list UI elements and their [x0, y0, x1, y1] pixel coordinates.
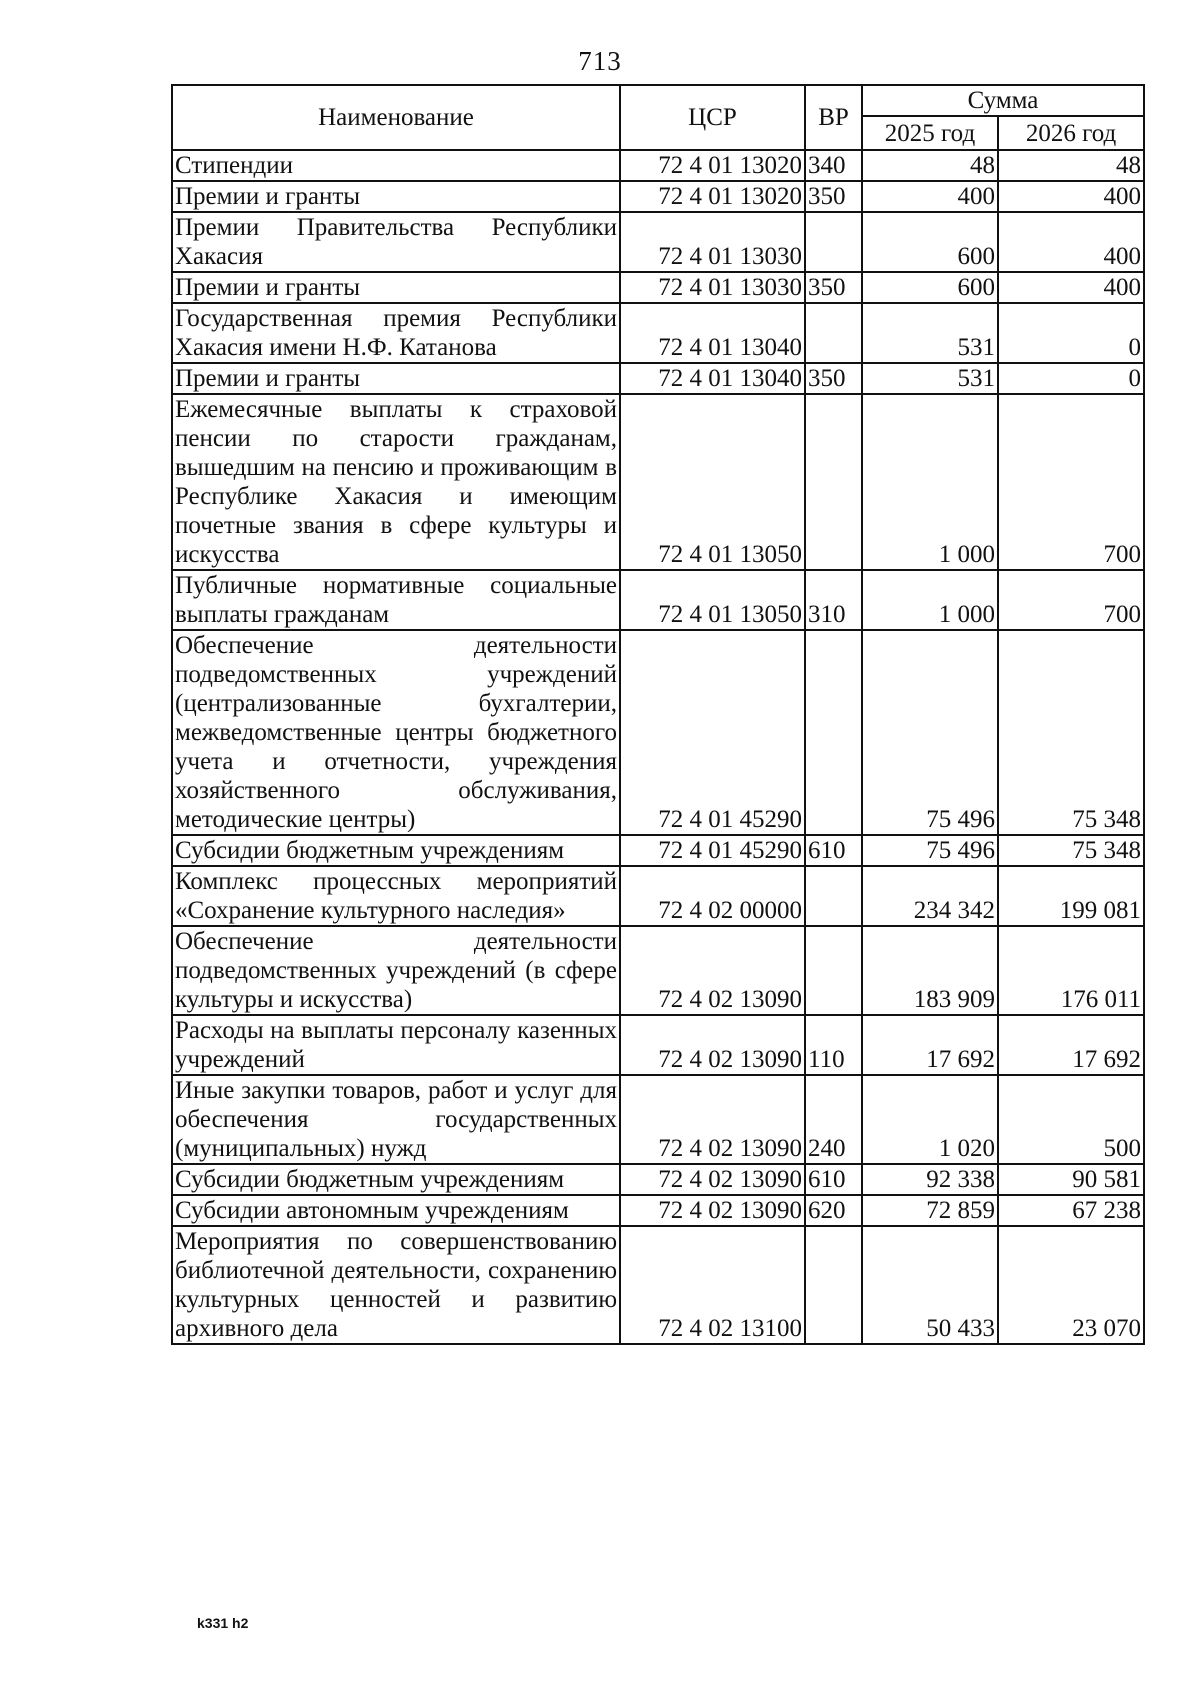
row-value-2026: 176 011 — [998, 926, 1144, 1015]
row-csr: 72 4 02 13090 — [620, 1015, 805, 1075]
row-csr: 72 4 01 13020 — [620, 181, 805, 212]
row-value-2026: 400 — [998, 181, 1144, 212]
row-name: Премии и гранты — [172, 272, 620, 303]
row-vr — [805, 866, 862, 926]
header-year-2026: 2026 год — [998, 116, 1144, 150]
row-vr — [805, 630, 862, 835]
header-name: Наименование — [172, 85, 620, 150]
row-vr: 620 — [805, 1195, 862, 1226]
row-value-2026: 67 238 — [998, 1195, 1144, 1226]
row-name: Обеспечение деятельности подведомственных учреждений (централизованные бухгалтерии, межведомственные центры бюджетного учета и отчетности, учреждения хозяйственного обслуживания, методические центры) — [172, 630, 620, 835]
row-csr: 72 4 01 13030 — [620, 272, 805, 303]
table-row — [172, 394, 1144, 570]
row-vr — [805, 303, 862, 363]
header-csr: ЦСР — [620, 85, 805, 150]
row-name: Субсидии бюджетным учреждениям — [172, 1164, 620, 1195]
row-value-2025: 531 — [862, 363, 998, 394]
row-value-2025: 50 433 — [862, 1226, 998, 1344]
row-vr: 350 — [805, 272, 862, 303]
row-value-2025: 75 496 — [862, 835, 998, 866]
row-vr: 610 — [805, 835, 862, 866]
table-row — [172, 570, 1144, 630]
row-vr: 340 — [805, 150, 862, 181]
row-csr: 72 4 01 13020 — [620, 150, 805, 181]
row-value-2025: 17 692 — [862, 1015, 998, 1075]
row-value-2025: 75 496 — [862, 630, 998, 835]
row-value-2025: 600 — [862, 212, 998, 272]
row-vr: 240 — [805, 1075, 862, 1164]
row-csr: 72 4 01 13040 — [620, 303, 805, 363]
table-row — [172, 212, 1144, 272]
row-value-2025: 92 338 — [862, 1164, 998, 1195]
table-row — [172, 272, 1144, 303]
row-value-2025: 1 000 — [862, 570, 998, 630]
table-row — [172, 866, 1144, 926]
header-vr: ВР — [805, 85, 862, 150]
row-csr: 72 4 02 00000 — [620, 866, 805, 926]
row-vr: 110 — [805, 1015, 862, 1075]
table-row — [172, 835, 1144, 866]
table-row — [172, 150, 1144, 181]
row-name: Расходы на выплаты персоналу казенных учреждений — [172, 1015, 620, 1075]
row-value-2025: 1 000 — [862, 394, 998, 570]
row-name: Государственная премия Республики Хакасия имени Н.Ф. Катанова — [172, 303, 620, 363]
header-sum: Сумма — [862, 85, 1144, 116]
row-csr: 72 4 01 13040 — [620, 363, 805, 394]
row-name: Публичные нормативные социальные выплаты гражданам — [172, 570, 620, 630]
table-body — [172, 150, 1144, 1344]
row-value-2026: 0 — [998, 303, 1144, 363]
row-csr: 72 4 01 45290 — [620, 630, 805, 835]
row-value-2026: 500 — [998, 1075, 1144, 1164]
row-value-2026: 75 348 — [998, 835, 1144, 866]
row-csr: 72 4 01 13050 — [620, 394, 805, 570]
row-csr: 72 4 02 13090 — [620, 926, 805, 1015]
row-name: Субсидии автономным учреждениям — [172, 1195, 620, 1226]
table-row — [172, 181, 1144, 212]
row-csr: 72 4 01 13050 — [620, 570, 805, 630]
row-vr: 610 — [805, 1164, 862, 1195]
row-value-2026: 700 — [998, 394, 1144, 570]
row-name: Комплекс процессных мероприятий «Сохранение культурного наследия» — [172, 866, 620, 926]
row-name: Премии и гранты — [172, 181, 620, 212]
row-value-2026: 17 692 — [998, 1015, 1144, 1075]
row-name: Стипендии — [172, 150, 620, 181]
table-row — [172, 1015, 1144, 1075]
row-vr: 310 — [805, 570, 862, 630]
row-vr — [805, 394, 862, 570]
row-value-2026: 23 070 — [998, 1226, 1144, 1344]
table-row — [172, 926, 1144, 1015]
header-year-2025: 2025 год — [862, 116, 998, 150]
row-vr — [805, 926, 862, 1015]
row-value-2025: 400 — [862, 181, 998, 212]
footer-code: k331 h2 — [197, 1615, 249, 1631]
row-name: Премии Правительства Республики Хакасия — [172, 212, 620, 272]
row-value-2025: 1 020 — [862, 1075, 998, 1164]
row-vr — [805, 212, 862, 272]
row-name: Ежемесячные выплаты к страховой пенсии по старости гражданам, вышедшим на пенсию и проживающим в Республике Хакасия и имеющим почетные звания в сфере культуры и искусства — [172, 394, 620, 570]
budget-table — [171, 84, 1145, 1345]
row-csr: 72 4 02 13090 — [620, 1075, 805, 1164]
row-value-2026: 48 — [998, 150, 1144, 181]
row-value-2025: 531 — [862, 303, 998, 363]
row-vr: 350 — [805, 181, 862, 212]
row-csr: 72 4 01 13030 — [620, 212, 805, 272]
table-row — [172, 1226, 1144, 1344]
row-vr: 350 — [805, 363, 862, 394]
row-name: Обеспечение деятельности подведомственных учреждений (в сфере культуры и искусства) — [172, 926, 620, 1015]
row-value-2026: 400 — [998, 272, 1144, 303]
page-number: 713 — [578, 46, 622, 76]
table-row — [172, 1195, 1144, 1226]
row-name: Премии и гранты — [172, 363, 620, 394]
row-value-2026: 0 — [998, 363, 1144, 394]
table-row — [172, 363, 1144, 394]
row-value-2025: 72 859 — [862, 1195, 998, 1226]
row-name: Иные закупки товаров, работ и услуг для обеспечения государственных (муниципальных) нужд — [172, 1075, 620, 1164]
row-vr — [805, 1226, 862, 1344]
row-value-2025: 48 — [862, 150, 998, 181]
row-name: Субсидии бюджетным учреждениям — [172, 835, 620, 866]
row-name: Мероприятия по совершенствованию библиотечной деятельности, сохранению культурных ценностей и развитию архивного дела — [172, 1226, 620, 1344]
row-csr: 72 4 02 13100 — [620, 1226, 805, 1344]
row-csr: 72 4 02 13090 — [620, 1164, 805, 1195]
row-value-2025: 600 — [862, 272, 998, 303]
table-row — [172, 1075, 1144, 1164]
row-csr: 72 4 01 45290 — [620, 835, 805, 866]
row-value-2025: 183 909 — [862, 926, 998, 1015]
table-row — [172, 1164, 1144, 1195]
row-value-2026: 75 348 — [998, 630, 1144, 835]
table-row — [172, 303, 1144, 363]
row-value-2026: 400 — [998, 212, 1144, 272]
row-value-2026: 700 — [998, 570, 1144, 630]
row-value-2026: 90 581 — [998, 1164, 1144, 1195]
row-csr: 72 4 02 13090 — [620, 1195, 805, 1226]
row-value-2025: 234 342 — [862, 866, 998, 926]
row-value-2026: 199 081 — [998, 866, 1144, 926]
table-row — [172, 630, 1144, 835]
